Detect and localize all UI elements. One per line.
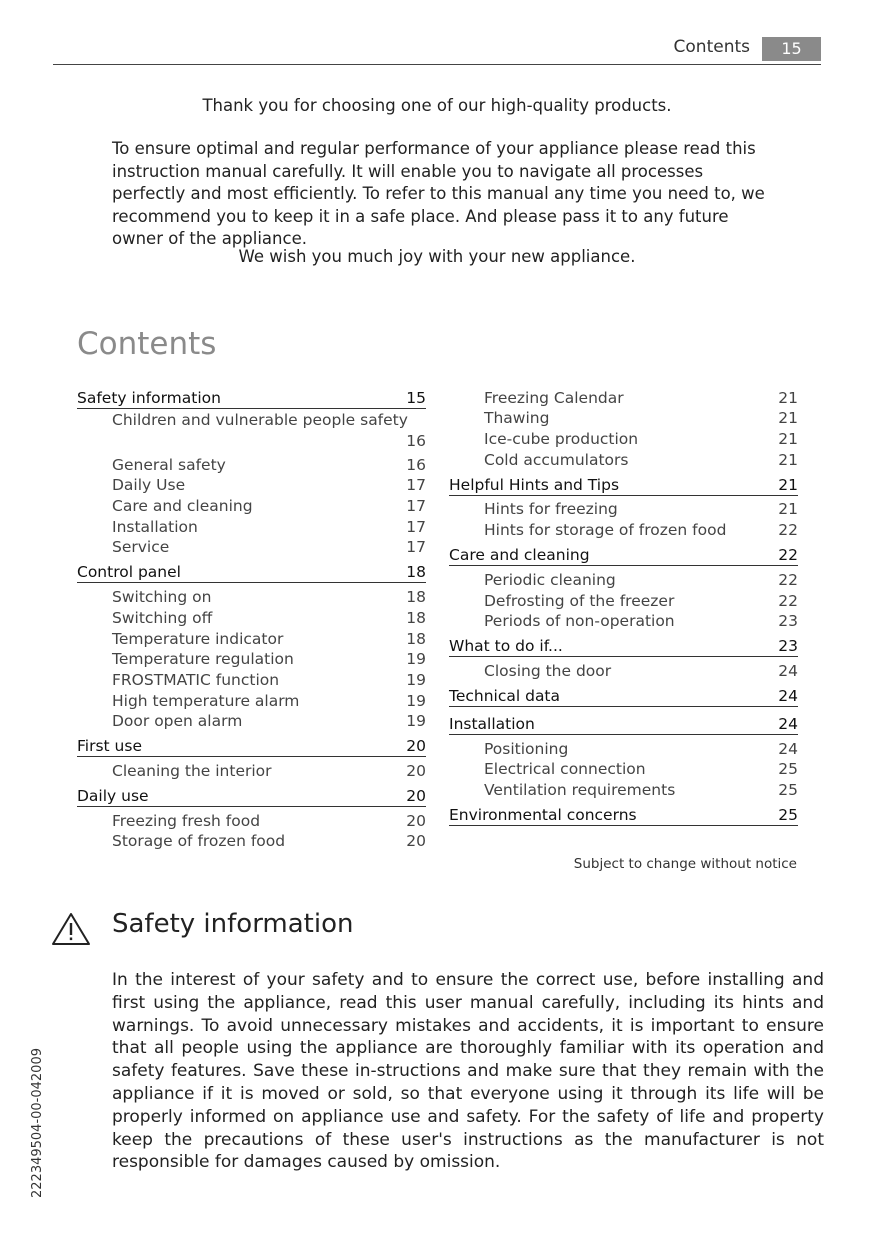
document-code: 222349504-00-042009 bbox=[30, 1048, 45, 1198]
toc-item[interactable] bbox=[77, 453, 426, 474]
toc-item[interactable] bbox=[77, 515, 426, 536]
toc-item[interactable] bbox=[449, 568, 798, 589]
toc-item[interactable] bbox=[449, 498, 798, 519]
toc-item-label: Freezing Calendar bbox=[484, 388, 624, 407]
toc-item[interactable] bbox=[77, 830, 426, 851]
toc-item-page: 19 bbox=[406, 691, 426, 710]
intro-wish: We wish you much joy with your new appliance. bbox=[238, 247, 636, 266]
toc-item-label: Children and vulnerable people safety bbox=[112, 411, 408, 429]
toc-subsection-group bbox=[449, 498, 798, 542]
toc-item[interactable] bbox=[77, 809, 426, 830]
toc-item-page: 19 bbox=[406, 650, 426, 669]
toc-item-label: Closing the door bbox=[484, 661, 612, 680]
toc-item-page: 21 bbox=[778, 409, 798, 428]
toc-item-label: Hints for storage of frozen food bbox=[484, 521, 727, 540]
toc-item[interactable] bbox=[77, 411, 426, 453]
toc-section-title: Care and cleaning bbox=[449, 546, 590, 565]
toc-item-page: 20 bbox=[406, 761, 426, 780]
toc-section-page: 15 bbox=[406, 389, 426, 407]
toc-section-page: 21 bbox=[778, 475, 798, 494]
toc-item-label: Care and cleaning bbox=[112, 497, 253, 516]
toc-item-label: Periods of non-operation bbox=[484, 612, 675, 631]
toc-item[interactable] bbox=[77, 668, 426, 689]
toc-section-page: 23 bbox=[778, 637, 798, 656]
toc-item[interactable] bbox=[77, 759, 426, 780]
toc-section-page: 25 bbox=[778, 805, 798, 824]
toc-section[interactable] bbox=[449, 711, 798, 735]
toc-item-page: 18 bbox=[406, 629, 426, 648]
toc-item-page: 25 bbox=[778, 760, 798, 779]
toc-section[interactable] bbox=[449, 683, 798, 707]
toc-item-label: General safety bbox=[112, 455, 226, 474]
toc-item-label: Electrical connection bbox=[484, 760, 646, 779]
toc-item[interactable] bbox=[77, 627, 426, 648]
toc-item-page: 18 bbox=[406, 608, 426, 627]
toc-section-title: Safety information bbox=[77, 389, 221, 407]
toc-item-label: Periodic cleaning bbox=[484, 570, 616, 589]
toc-item-page: 17 bbox=[406, 517, 426, 536]
running-header-title: Contents bbox=[673, 37, 750, 57]
toc-item-page: 16 bbox=[406, 432, 426, 450]
toc-item[interactable] bbox=[77, 474, 426, 495]
toc-item-page: 21 bbox=[778, 388, 798, 407]
toc-item[interactable] bbox=[77, 606, 426, 627]
toc-section[interactable] bbox=[449, 542, 798, 566]
toc-left-column bbox=[77, 386, 426, 853]
toc-right-column bbox=[449, 386, 798, 826]
toc-item-page: 17 bbox=[406, 538, 426, 557]
toc-item-page: 16 bbox=[406, 455, 426, 474]
toc-continued-group bbox=[449, 386, 798, 472]
toc-item[interactable] bbox=[449, 386, 798, 407]
toc-item[interactable] bbox=[77, 494, 426, 515]
toc-item[interactable] bbox=[449, 407, 798, 428]
toc-item-page: 20 bbox=[406, 811, 426, 830]
toc-item-page: 20 bbox=[406, 832, 426, 851]
toc-section-title: Control panel bbox=[77, 563, 181, 582]
toc-item-label: Door open alarm bbox=[112, 712, 243, 731]
toc-item-page: 24 bbox=[778, 661, 798, 680]
toc-item[interactable] bbox=[77, 536, 426, 557]
toc-section[interactable] bbox=[449, 802, 798, 826]
toc-item-label: Temperature indicator bbox=[112, 629, 284, 648]
toc-item-page: 21 bbox=[778, 450, 798, 469]
toc-section-title: First use bbox=[77, 737, 142, 756]
safety-paragraph: In the interest of your safety and to ensure the correct use, before installing and first using the appliance, read this user manual carefully, including its hints and warnings. To avoid unnecessary mistakes and accidents, it is important to ensure that all people using the appliance are thoroughly familiar with its operation and safety features. Save these in-structions and make sure that they remain with the appliance if it is moved or sold, so that everyone using it through its life will be properly informed on appliance use and safety. For the safety of life and property keep the precautions of these user's instructions as the manufacturer is not responsible for damages caused by omission. bbox=[112, 970, 824, 1173]
toc-section[interactable] bbox=[77, 733, 426, 757]
toc-subsection-group bbox=[77, 411, 426, 559]
toc-item-label: Thawing bbox=[484, 409, 550, 428]
toc-section-title: What to do if... bbox=[449, 637, 563, 656]
toc-item-page: 22 bbox=[778, 591, 798, 610]
toc-item-label: Cold accumulators bbox=[484, 450, 629, 469]
toc-section-page: 24 bbox=[778, 714, 798, 733]
toc-item[interactable] bbox=[77, 585, 426, 606]
toc-item-label: Freezing fresh food bbox=[112, 811, 261, 830]
toc-item-label: Storage of frozen food bbox=[112, 832, 286, 851]
toc-item-label: High temperature alarm bbox=[112, 691, 300, 710]
intro-paragraph: To ensure optimal and regular performance of your appliance please read this instruction manual carefully. It will enable you to navigate all processes perfectly and most efficiently. To refer to this manual any time you need to, we recommend you to keep it in a safe place. And please pass it to any future owner of the appliance. bbox=[112, 139, 765, 248]
toc-item-page: 24 bbox=[778, 739, 798, 758]
toc-item-label: Switching on bbox=[112, 588, 212, 607]
toc-item-label: Hints for freezing bbox=[484, 500, 618, 519]
toc-item-page: 22 bbox=[778, 570, 798, 589]
toc-subsection-group bbox=[77, 809, 426, 853]
toc-item-label: Ice-cube production bbox=[484, 430, 639, 449]
toc-subsection-group bbox=[77, 585, 426, 733]
contents-title: Contents bbox=[77, 326, 217, 362]
toc-section-page: 18 bbox=[406, 563, 426, 582]
toc-item-page: 19 bbox=[406, 670, 426, 689]
toc-item-page: 18 bbox=[406, 588, 426, 607]
intro-thanks: Thank you for choosing one of our high-quality products. bbox=[202, 96, 672, 115]
toc-item-page: 17 bbox=[406, 476, 426, 495]
toc-item[interactable] bbox=[449, 758, 798, 779]
toc-section-title: Environmental concerns bbox=[449, 805, 637, 824]
toc-section[interactable] bbox=[449, 472, 798, 496]
toc-item[interactable] bbox=[449, 448, 798, 469]
toc-item-label: Positioning bbox=[484, 739, 569, 758]
toc-item[interactable] bbox=[449, 659, 798, 680]
toc-item[interactable] bbox=[449, 518, 798, 539]
toc-section-title: Helpful Hints and Tips bbox=[449, 475, 620, 494]
toc-item-label: Service bbox=[112, 538, 170, 557]
toc-subsection-group bbox=[449, 568, 798, 633]
toc-section-title: Technical data bbox=[449, 686, 561, 705]
toc-item[interactable] bbox=[77, 710, 426, 731]
toc-section-title: Daily use bbox=[77, 786, 149, 805]
toc-item[interactable] bbox=[449, 589, 798, 610]
toc-section[interactable] bbox=[77, 783, 426, 807]
toc-item-label: Switching off bbox=[112, 608, 213, 627]
toc-item-page: 21 bbox=[778, 500, 798, 519]
toc-item-label: Cleaning the interior bbox=[112, 761, 272, 780]
toc-item-label: Defrosting of the freezer bbox=[484, 591, 675, 610]
toc-item[interactable] bbox=[449, 427, 798, 448]
header-divider bbox=[53, 64, 821, 65]
toc-item-label: FROSTMATIC function bbox=[112, 670, 280, 689]
safety-section-title: Safety information bbox=[112, 909, 354, 939]
toc-item-page: 23 bbox=[778, 612, 798, 631]
toc-section-title: Installation bbox=[449, 714, 535, 733]
toc-section[interactable] bbox=[449, 633, 798, 657]
toc-subsection-group bbox=[77, 759, 426, 783]
toc-item[interactable] bbox=[449, 778, 798, 799]
toc-section-page: 22 bbox=[778, 546, 798, 565]
toc-section[interactable] bbox=[77, 559, 426, 583]
toc-item[interactable] bbox=[77, 689, 426, 710]
warning-triangle-icon bbox=[51, 912, 91, 946]
toc-section[interactable] bbox=[77, 386, 426, 409]
toc-item-page: 19 bbox=[406, 712, 426, 731]
toc-item[interactable] bbox=[449, 737, 798, 758]
toc-section-page: 20 bbox=[406, 786, 426, 805]
toc-item[interactable] bbox=[77, 648, 426, 669]
toc-subsection-group bbox=[449, 659, 798, 683]
toc-section-page: 24 bbox=[778, 686, 798, 705]
toc-item-page: 17 bbox=[406, 497, 426, 516]
toc-item-page: 22 bbox=[778, 521, 798, 540]
toc-item[interactable] bbox=[449, 610, 798, 631]
page-number-badge: 15 bbox=[762, 37, 821, 61]
toc-item-label: Installation bbox=[112, 517, 198, 536]
toc-item-page: 25 bbox=[778, 780, 798, 799]
toc-item-label: Ventilation requirements bbox=[484, 780, 676, 799]
toc-item-label: Temperature regulation bbox=[112, 650, 294, 669]
toc-item-label: Daily Use bbox=[112, 476, 186, 495]
toc-section-page: 20 bbox=[406, 737, 426, 756]
change-notice: Subject to change without notice bbox=[573, 856, 797, 872]
toc-item-page: 21 bbox=[778, 430, 798, 449]
toc-subsection-group bbox=[449, 737, 798, 802]
